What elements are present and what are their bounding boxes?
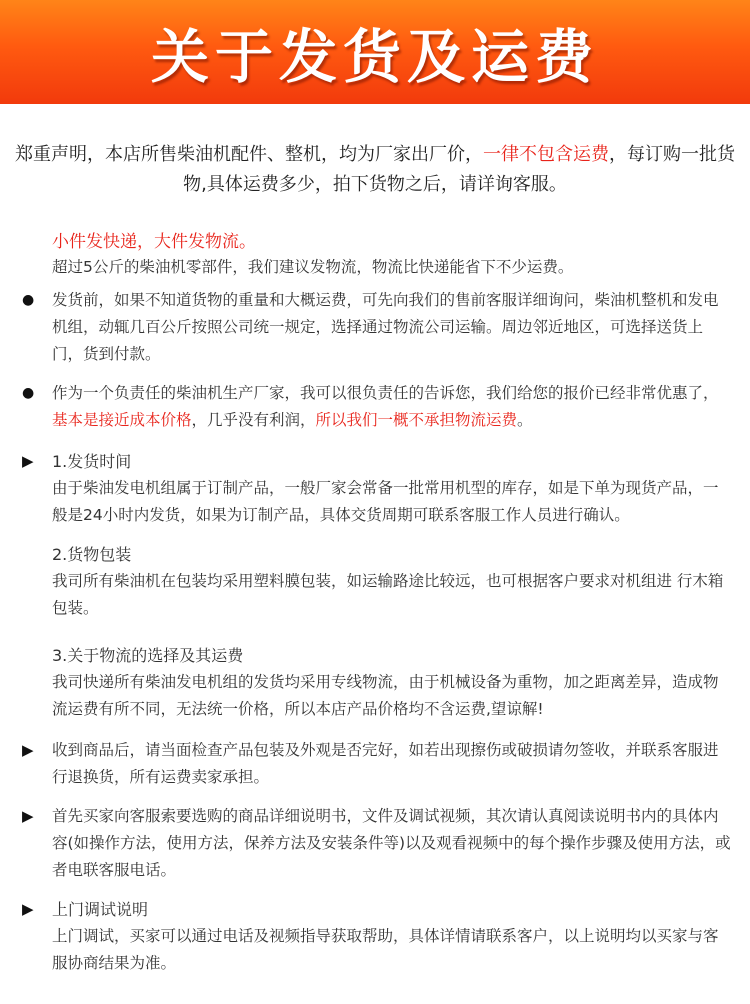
section-heading: 3.关于物流的选择及其运费 — [52, 646, 244, 665]
arrow-icon: ▶ — [22, 452, 34, 470]
section-body: 由于柴油发电机组属于订制产品，一般厂家会常备一批常用机型的库存，如是下单为现货产品，一般是24小时内发货，如果为订制产品，具体交货周期可联系客服工作人员进行确认。 — [52, 479, 719, 524]
bullet-text-part: 。 — [517, 411, 533, 429]
section-item — [52, 642, 732, 723]
arrow-icon: ▶ — [22, 807, 34, 825]
note-text: 收到商品后，请当面检查产品包装及外观是否完好，如若出现擦伤或破损请勿签收，并联系客服进行退换货，所有运费卖家承担。 — [52, 741, 719, 786]
note-item — [22, 737, 732, 791]
intro-highlight: 一律不包含运费 — [483, 144, 609, 165]
title-banner — [0, 0, 750, 104]
section-item — [22, 448, 732, 529]
intro-text-2: ，每订购一批货物,具体运费多少，拍下货物之后，请详询客服。 — [183, 144, 735, 195]
bullet-text — [52, 380, 732, 434]
bullet-highlight: 基本是接近成本价格 — [52, 411, 192, 429]
debug-heading: 上门调试说明 — [52, 900, 149, 919]
shipping-method-text: 超过5公斤的柴油机零部件，我们建议发物流，物流比快递能省下不少运费。 — [52, 258, 574, 276]
section-heading: 2.货物包装 — [52, 545, 132, 564]
bullet-text: 发货前，如果不知道货物的重量和大概运费，可先向我们的售前客服详细询问，柴油机整机和发电机组，动辄几百公斤按照公司统一规定，选择通过物流公司运输。周边邻近地区，可选择送货上门，货到付款。 — [52, 291, 719, 363]
section-body: 我司快递所有柴油发电机组的发货均采用专线物流，由于机械设备为重物，加之距离差异，造成物流运费有所不同，无法统一价格，所以本店产品价格均不含运费,望谅解! — [52, 673, 719, 718]
bullet-item — [22, 287, 732, 368]
section-body: 我司所有柴油机在包装均采用塑料膜包装，如运输路途比较远，也可根据客户要求对机组进 行木箱包装。 — [52, 572, 724, 617]
bullet-icon: ● — [22, 292, 35, 308]
section-item — [52, 541, 732, 622]
arrow-icon: ▶ — [22, 741, 34, 759]
bullet-icon: ● — [22, 385, 35, 401]
debug-body: 上门调试，买家可以通过电话及视频指导获取帮助，具体详情请联系客户，以上说明均以买家与客服协商结果为准。 — [52, 927, 719, 972]
debug-section — [22, 896, 732, 977]
bullet-text-part: ，几乎没有利润， — [191, 411, 316, 429]
note-item — [22, 803, 732, 884]
intro-text-1: 郑重声明，本店所售柴油机配件、整机，均为厂家出厂价， — [15, 144, 483, 165]
arrow-icon: ▶ — [22, 900, 34, 918]
bullet-text-part: 作为一个负责任的柴油机生产厂家，我可以很负责任的告诉您，我们给您的报价已经非常优惠了， — [52, 384, 719, 402]
intro-statement — [14, 140, 736, 200]
bullet-item — [22, 380, 732, 434]
section-heading: 1.发货时间 — [52, 452, 132, 471]
shipping-method-subhead: 小件发快递，大件发物流。 — [52, 232, 256, 252]
bullet-highlight: 所以我们一概不承担物流运费 — [315, 411, 518, 429]
page-title: 关于发货及运费 — [150, 23, 599, 91]
note-text: 首先买家向客服索要选购的商品详细说明书，文件及调试视频，其次请认真阅读说明书内的具体内容(如操作方法，使用方法，保养方法及安装条件等)以及观看视频中的每个操作步骤及使用方法，或者电联客服电话。 — [52, 807, 731, 879]
